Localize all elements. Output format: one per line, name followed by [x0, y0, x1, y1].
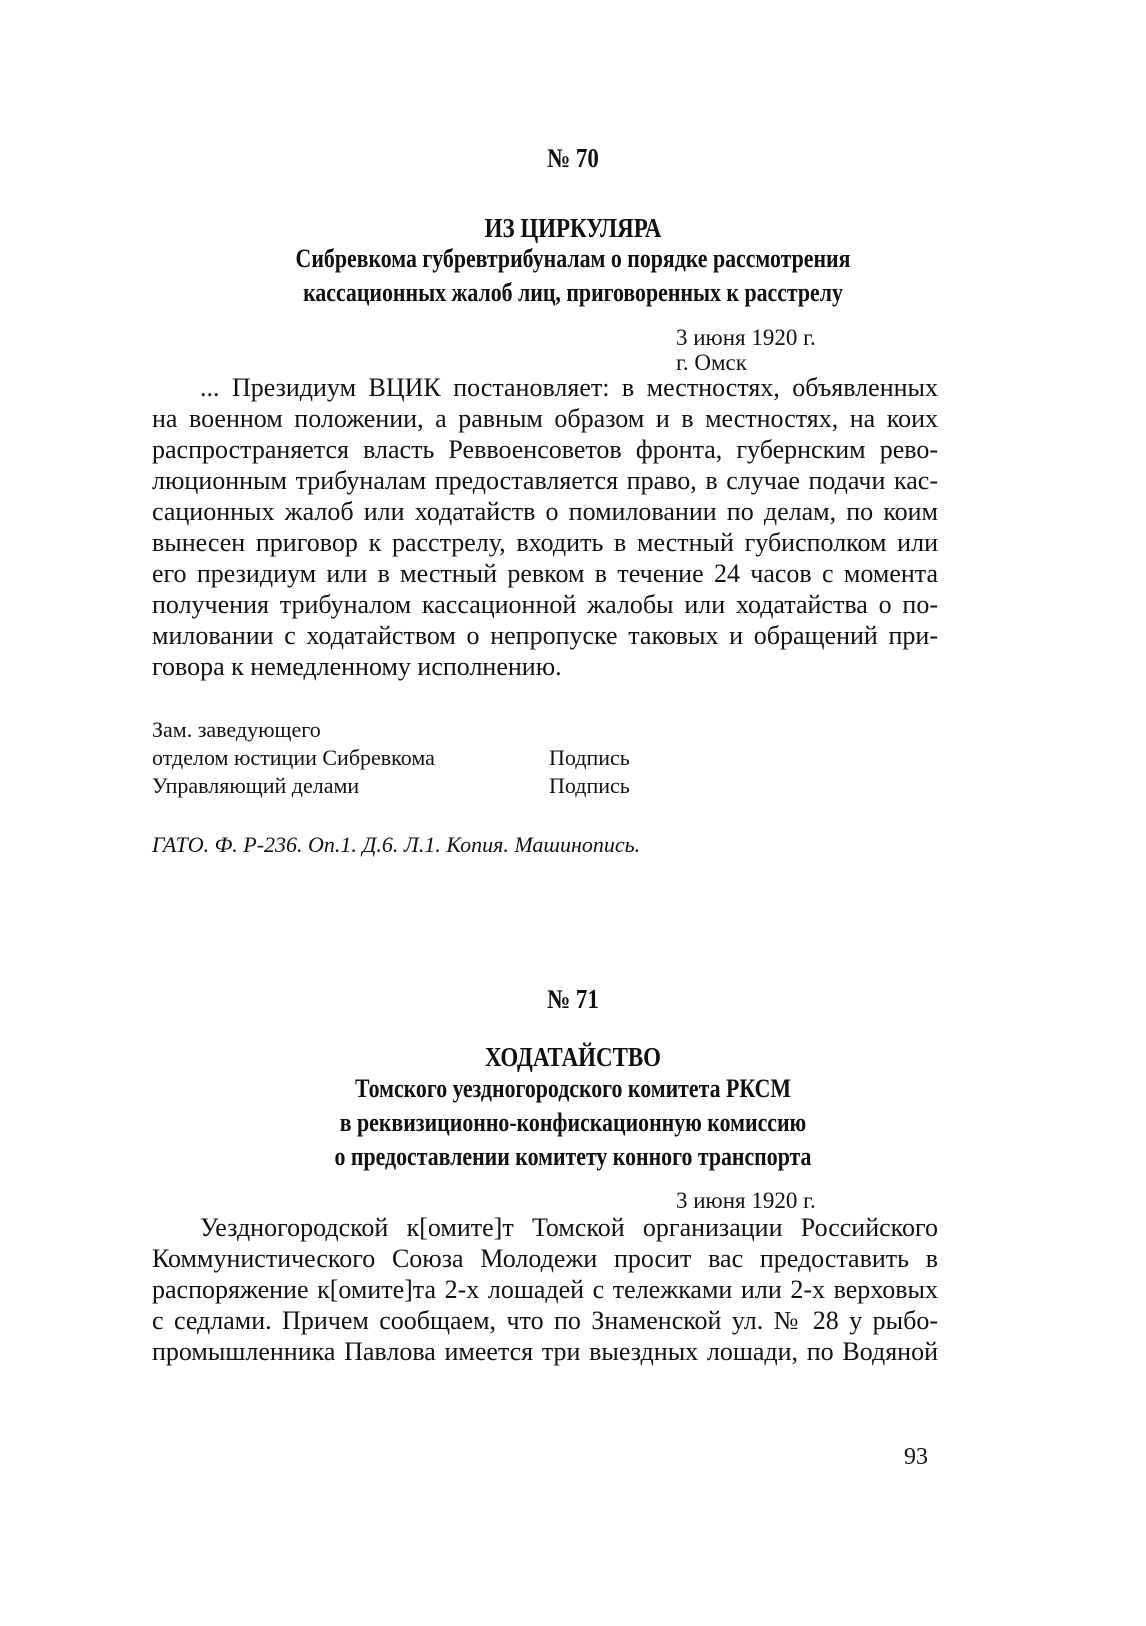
- document-body: [152, 372, 938, 682]
- document-number: № 70: [547, 143, 599, 173]
- body-line: говора к немедленному исполнению.: [152, 652, 562, 681]
- document-body: [152, 1212, 938, 1367]
- document-date: 3 июня 1920 г.: [676, 1188, 816, 1213]
- body-line: его президиум или в местный ревком в течение 24 часов с момента: [152, 559, 938, 588]
- body-line: люционным трибуналам предоставляется право, в случае подачи кас-: [152, 466, 938, 495]
- body-line: Коммунистического Союза Молодежи просит вас предоставить в: [152, 1244, 938, 1273]
- body-line: ... Президиум ВЦИК постановляет: в местностях, объявленных: [200, 373, 938, 402]
- subtitle-line: в реквизиционно-конфискационную комиссию: [339, 1108, 807, 1137]
- body-line: получения трибуналом кассационной жалобы или ходатайства о по-: [152, 590, 938, 619]
- body-line: миловании с ходатайством о непропуске таковых и обращений при-: [152, 621, 938, 650]
- signature-role: отделом юстиции Сибревкома: [152, 745, 435, 770]
- document-dateline: [676, 325, 816, 375]
- body-line: Уездногородской к[омите]т Томской организации Российского: [200, 1213, 938, 1242]
- signature-mark: Подпись: [549, 745, 630, 770]
- archive-source-note: ГАТО. Ф. Р-236. Оп.1. Д.6. Л.1. Копия. Машинопись.: [152, 832, 641, 857]
- body-line: распоряжение к[омите]та 2-х лошадей с тележками или 2-х верховых: [152, 1275, 938, 1304]
- document-type-heading: ХОДАТАЙСТВО: [484, 1042, 662, 1072]
- signature-row: [152, 744, 630, 772]
- body-line: распространяется власть Реввоенсоветов фронта, губернским рево-: [152, 435, 938, 464]
- document-date: 3 июня 1920 г.: [676, 325, 816, 350]
- document-subtitle: [92, 1072, 1055, 1174]
- body-line: промышленника Павлова имеется три выездных лошади, по Водяной: [152, 1337, 938, 1366]
- body-line: на военном положении, а равным образом и в местностях, на коих: [152, 404, 938, 433]
- signature-role: Управляющий делами: [152, 773, 360, 798]
- signature-block: [152, 716, 630, 800]
- body-line: вынесен приговор к расстрелу, входить в местный губисполком или: [152, 528, 938, 557]
- signature-mark: Подпись: [549, 773, 630, 798]
- body-line: с седлами. Причем сообщаем, что по Знаменской ул. № 28 у рыбо-: [152, 1306, 938, 1335]
- body-line: сационных жалоб или ходатайств о помиловании по делам, по коим: [152, 497, 938, 526]
- signature-row: [152, 772, 630, 800]
- signature-role: Зам. заведующего: [152, 717, 321, 742]
- subtitle-line: Томского уездногородского комитета РКСМ: [354, 1074, 792, 1103]
- subtitle-line: кассационных жалоб лиц, приговоренных к расстрелу: [303, 278, 843, 307]
- document-subtitle: [92, 242, 1055, 310]
- page-number: 93: [904, 1444, 928, 1470]
- document-type-heading: ИЗ ЦИРКУЛЯРА: [484, 213, 662, 243]
- document-number: № 71: [547, 984, 599, 1014]
- signature-row: [152, 716, 630, 744]
- subtitle-line: Сибревкома губревтрибуналам о порядке рассмотрения: [295, 244, 851, 273]
- document-place: г. Омск: [676, 350, 747, 375]
- subtitle-line: о предоставлении комитету конного транспорта: [334, 1142, 812, 1171]
- document-dateline: [676, 1188, 816, 1213]
